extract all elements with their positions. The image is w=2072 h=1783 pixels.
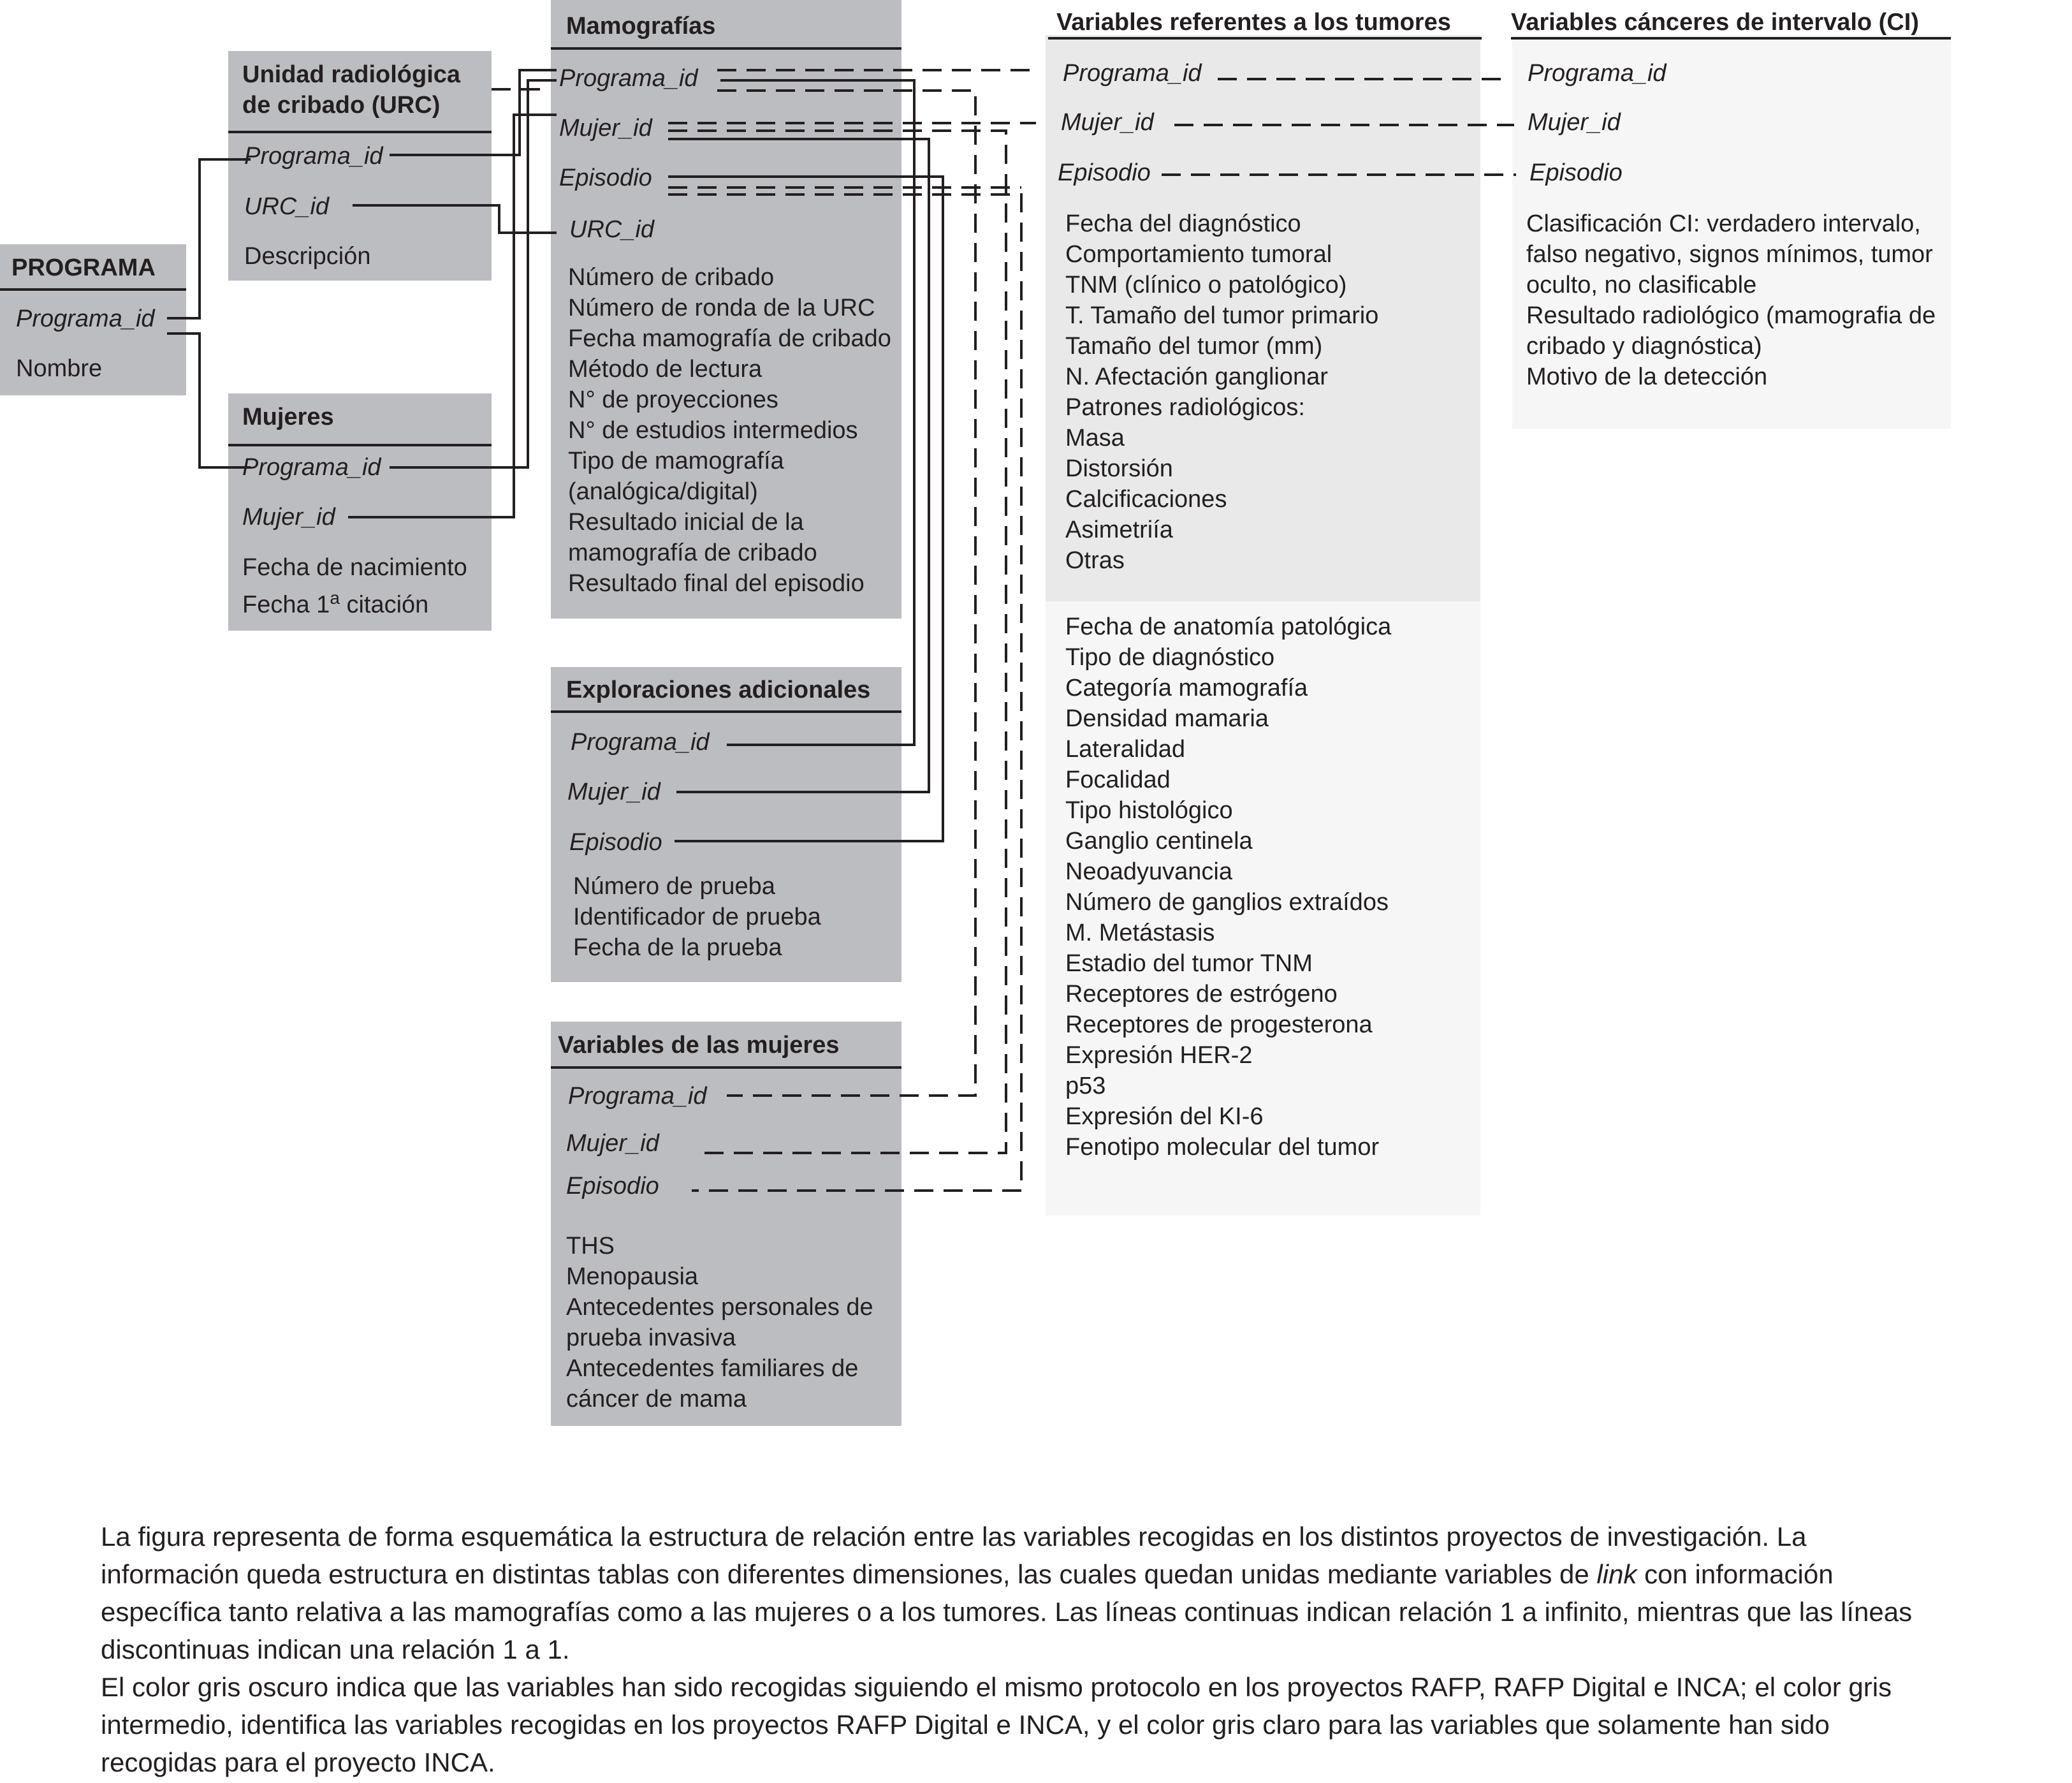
list-item: Estadio del tumor TNM bbox=[1065, 950, 1313, 977]
list-item: Fecha de la prueba bbox=[573, 934, 782, 961]
caption-line: discontinuas indican una relación 1 a 1. bbox=[101, 1634, 570, 1664]
dashed-link-mamografias-variables-episodio bbox=[668, 194, 1021, 1191]
list-item: Masa bbox=[1065, 425, 1125, 451]
intervalo-episodio: Episodio bbox=[1529, 159, 1623, 186]
solid-link-programa-mujeres bbox=[167, 334, 251, 467]
list-item: Fecha del diagnóstico bbox=[1065, 210, 1301, 237]
list-item: Asimetriía bbox=[1065, 517, 1173, 543]
list-item: Número de ronda de la URC bbox=[568, 295, 875, 321]
figure-caption bbox=[101, 1518, 2071, 1781]
list-item: Receptores de progesterona bbox=[1065, 1011, 1373, 1038]
mamografias-mujer-id: Mujer_id bbox=[559, 115, 652, 142]
caption-line: La figura representa de forma esquemática la estructura de relación entre las variables recogidas en los distintos proyectos de investigación. La bbox=[101, 1522, 1807, 1552]
programa-nombre: Nombre bbox=[16, 355, 103, 382]
solid-link-urc-mamografias-urc bbox=[353, 205, 557, 233]
list-item: Tipo histológico bbox=[1065, 797, 1233, 824]
list-item: Neoadyuvancia bbox=[1065, 858, 1232, 885]
fecha-citacion-post: citación bbox=[339, 591, 429, 619]
dashed-link-mamografias-variables-programa bbox=[717, 91, 975, 1096]
tumores-episodio: Episodio bbox=[1058, 159, 1151, 186]
list-item: Densidad mamaria bbox=[1065, 705, 1269, 732]
list-item: Clasificación CI: verdadero intervalo, bbox=[1526, 210, 1921, 237]
list-item: Fecha de anatomía patológica bbox=[1065, 613, 1392, 640]
list-item: Distorsión bbox=[1065, 455, 1173, 482]
caption-line: específica tanto relativa a las mamografías como a las mujeres o a los tumores. Las líneas continuas indican relación 1 a infinito, mientras que las líneas bbox=[101, 1597, 1913, 1627]
fecha-citacion-pre: Fecha 1 bbox=[242, 591, 330, 619]
list-item: Método de lectura bbox=[568, 356, 762, 383]
solid-link-urc-mamografias-programa bbox=[390, 70, 557, 155]
fecha-citacion-sup: a bbox=[330, 588, 340, 608]
mamografias-programa-id: Programa_id bbox=[559, 65, 698, 92]
caption-line: El color gris oscuro indica que las variables han sido recogidas siguiendo el mismo protocolo en los proyectos RAFP, RAFP Digital e INCA; el color gris bbox=[101, 1672, 1892, 1702]
list-item: N° de proyecciones bbox=[568, 386, 778, 413]
list-item: Antecedentes familiares de bbox=[566, 1355, 859, 1382]
mujeres-mujer-id: Mujer_id bbox=[242, 504, 335, 531]
list-item: Tipo de mamografía bbox=[568, 448, 784, 474]
solid-link-mamografias-exploraciones-episodio bbox=[668, 177, 943, 841]
dashed-link-mamografias-variables-mujer bbox=[668, 131, 1006, 1153]
list-item: Patrones radiológicos: bbox=[1065, 394, 1305, 421]
urc-title-line2: de cribado (URC) bbox=[242, 92, 441, 119]
mamografias-title: Mamografías bbox=[566, 13, 716, 40]
mamografias-episodio: Episodio bbox=[559, 165, 652, 191]
tumores-mujer-id: Mujer_id bbox=[1061, 109, 1154, 136]
list-item: Fecha mamografía de cribado bbox=[568, 325, 891, 352]
mujeres-title: Mujeres bbox=[242, 404, 334, 430]
list-item: Menopausia bbox=[566, 1263, 699, 1290]
urc-title-line1: Unidad radiológica bbox=[242, 61, 461, 88]
list-item: cáncer de mama bbox=[566, 1386, 747, 1412]
list-item: Receptores de estrógeno bbox=[1065, 981, 1338, 1008]
mujeres-programa-id: Programa_id bbox=[242, 454, 381, 481]
list-item: Tamaño del tumor (mm) bbox=[1065, 333, 1323, 360]
exploraciones-title: Exploraciones adicionales bbox=[566, 677, 871, 703]
list-item: T. Tamaño del tumor primario bbox=[1065, 302, 1379, 329]
solid-link-mujeres-mamografias-programa bbox=[390, 80, 557, 467]
caption-text: con información bbox=[1637, 1559, 1834, 1589]
list-item: Identificador de prueba bbox=[573, 904, 821, 930]
list-item: N° de estudios intermedios bbox=[568, 417, 858, 444]
solid-link-mujeres-mamografias-mujer bbox=[348, 115, 557, 517]
caption-line: recogidas para el proyecto INCA. bbox=[101, 1747, 495, 1777]
list-item: Expresión del KI-6 bbox=[1065, 1103, 1264, 1130]
programa-title: PROGRAMA bbox=[11, 254, 156, 281]
intervalo-mujer-id: Mujer_id bbox=[1528, 109, 1621, 136]
list-item: THS bbox=[566, 1233, 615, 1259]
intervalo-programa-id: Programa_id bbox=[1528, 60, 1667, 87]
tumores-title: Variables referentes a los tumores bbox=[1056, 9, 1451, 36]
list-item: oculto, no clasificable bbox=[1526, 272, 1757, 298]
caption-text: información queda estructura en distintas tablas con diferentes dimensiones, las cuales quedan unidas mediante variables de bbox=[101, 1559, 1597, 1589]
list-item: Tipo de diagnóstico bbox=[1065, 644, 1275, 671]
urc-urc-id: URC_id bbox=[244, 193, 330, 220]
programa-programa-id: Programa_id bbox=[16, 305, 155, 332]
list-item: Focalidad bbox=[1065, 767, 1171, 793]
list-item: Número de ganglios extraídos bbox=[1065, 889, 1389, 916]
mujeres-fecha-nacimiento: Fecha de nacimiento bbox=[242, 554, 467, 581]
list-item: cribado y diagnóstica) bbox=[1526, 333, 1762, 360]
list-item: mamografía de cribado bbox=[568, 539, 817, 566]
variables-mujeres-programa-id: Programa_id bbox=[568, 1083, 707, 1110]
list-item: Otras bbox=[1065, 547, 1125, 574]
tumores-programa-id: Programa_id bbox=[1063, 60, 1202, 87]
list-item: Ganglio centinela bbox=[1065, 828, 1253, 855]
list-item: Lateralidad bbox=[1065, 736, 1186, 763]
variables-mujeres-title: Variables de las mujeres bbox=[558, 1032, 840, 1059]
caption-line bbox=[101, 1555, 2071, 1593]
variables-mujeres-mujer-id: Mujer_id bbox=[566, 1130, 659, 1157]
caption-link-word: link bbox=[1596, 1559, 1637, 1589]
list-item: Expresión HER-2 bbox=[1065, 1042, 1253, 1069]
list-item: Calcificaciones bbox=[1065, 486, 1227, 513]
list-item: p53 bbox=[1065, 1073, 1106, 1099]
list-item: Fenotipo molecular del tumor bbox=[1065, 1134, 1380, 1161]
mamografias-urc-id: URC_id bbox=[569, 216, 655, 243]
list-item: Resultado final del episodio bbox=[568, 570, 865, 597]
list-item: Antecedentes personales de bbox=[566, 1294, 873, 1321]
list-item: Resultado radiológico (mamografia de bbox=[1526, 302, 1936, 329]
intervalo-title: Variables cánceres de intervalo (CI) bbox=[1511, 9, 1919, 36]
exploraciones-programa-id: Programa_id bbox=[571, 729, 710, 756]
list-item: Resultado inicial de la bbox=[568, 509, 804, 536]
list-item: prueba invasiva bbox=[566, 1324, 736, 1351]
list-item: Categoría mamografía bbox=[1065, 675, 1308, 701]
list-item: (analógica/digital) bbox=[568, 478, 758, 505]
list-item: TNM (clínico o patológico) bbox=[1065, 272, 1347, 298]
caption-line: intermedio, identifica las variables recogidas en los proyectos RAFP Digital e INCA, y el color gris claro para las variables que solamente han sido bbox=[101, 1710, 1830, 1740]
solid-link-programa-urc bbox=[167, 159, 251, 318]
list-item: Número de cribado bbox=[568, 264, 775, 291]
list-item: M. Metástasis bbox=[1065, 920, 1215, 946]
list-item: Número de prueba bbox=[573, 873, 775, 900]
list-item: Motivo de la detección bbox=[1526, 363, 1768, 390]
urc-programa-id: Programa_id bbox=[244, 143, 383, 170]
urc-descripcion: Descripción bbox=[244, 243, 371, 270]
list-item: Comportamiento tumoral bbox=[1065, 241, 1332, 268]
solid-link-mamografias-exploraciones-programa bbox=[720, 80, 914, 745]
variables-mujeres-episodio: Episodio bbox=[566, 1173, 659, 1200]
exploraciones-episodio: Episodio bbox=[569, 829, 662, 856]
list-item: N. Afectación ganglionar bbox=[1065, 363, 1328, 390]
list-item: falso negativo, signos mínimos, tumor bbox=[1526, 241, 1933, 268]
solid-link-mamografias-exploraciones-mujer bbox=[668, 139, 929, 792]
exploraciones-mujer-id: Mujer_id bbox=[567, 779, 660, 805]
